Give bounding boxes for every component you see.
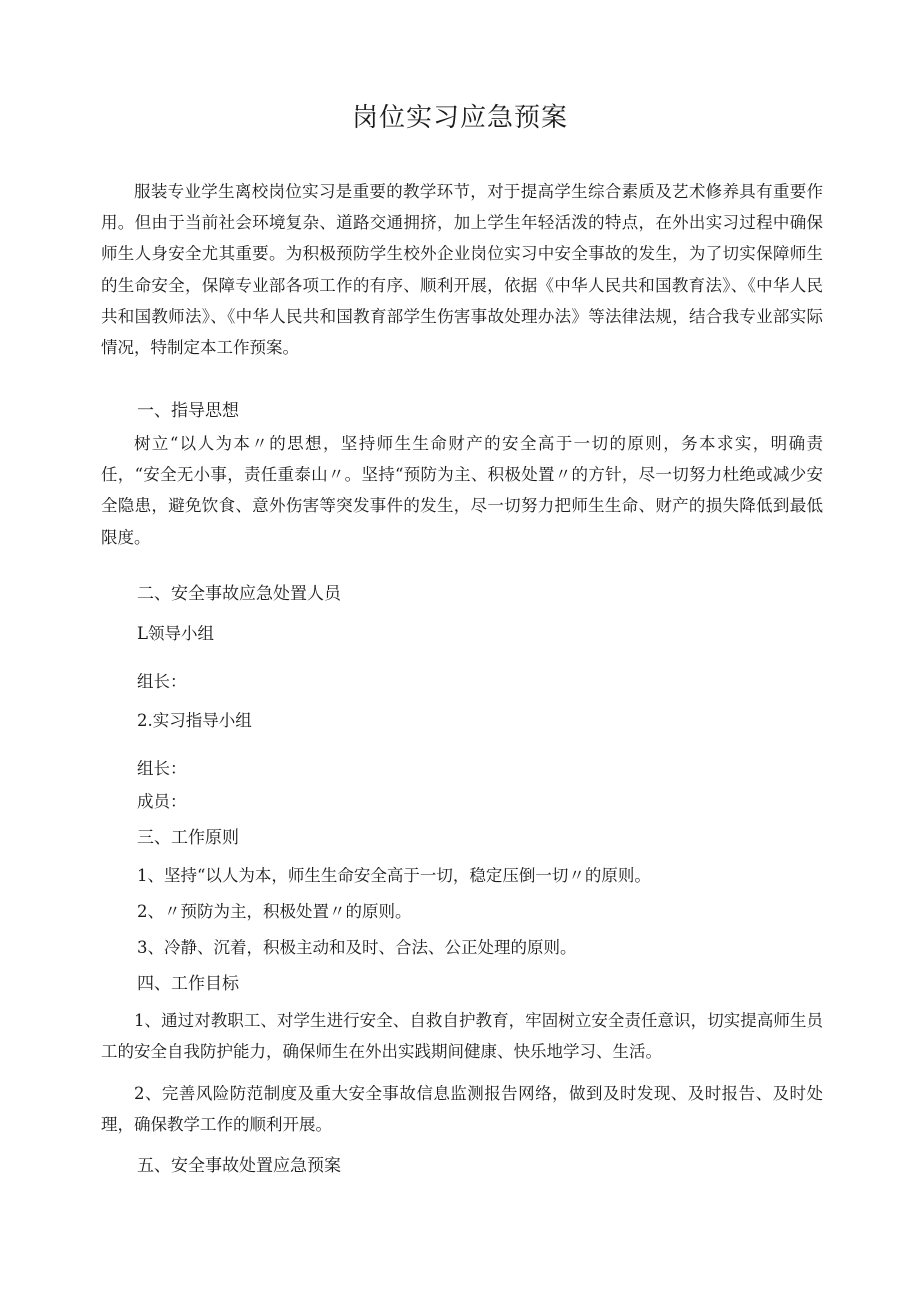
leadership-group-label: L领导小组 [137, 624, 214, 643]
guidance-group-members: 成员： [137, 792, 187, 811]
section-heading-emergency-plan: 五、安全事故处置应急预案 [137, 1156, 341, 1176]
goal-item: 1、通过对教职工、对学生进行安全、自救自护教育，牢固树立安全责任意识，切实提高师生员工的安全自我防护能力，确保师生在外出实践期间健康、快乐地学习、生活。 [101, 1011, 823, 1062]
principle-item: 3、冷静、沉着，积极主动和及时、合法、公正处理的原则。 [137, 938, 577, 957]
guidance-group-label: 2.实习指导小组 [137, 711, 252, 730]
guidance-group-leader: 组长： [137, 759, 187, 778]
goal-item: 2、完善风险防范制度及重大安全事故信息监测报告网络，做到及时发现、及时报告、及时处理，确保教学工作的顺利开展。 [101, 1084, 823, 1135]
section-heading-work-goals: 四、工作目标 [137, 974, 239, 994]
section-heading-work-principles: 三、工作原则 [137, 828, 239, 848]
leadership-group-leader: 组长： [137, 672, 187, 691]
intro-paragraph: 服装专业学生离校岗位实习是重要的教学环节，对于提高学生综合素质及艺术修养具有重要作用。但由于当前社会环境复杂、道路交通拥挤，加上学生年轻活泼的特点，在外出实习过程中确保师生人身安全尤其重要。为积极预防学生校外企业岗位实习中安全事故的发生，为了切实保障师生的生命安全，保障专业部各项工作的有序、顺利开展，依据《中华人民共和国教育法》、《中华人民共和国教师法》、《中华人民共和国教育部学生伤害事故处理办法》等法律法规，结合我专业部实际情况，特制定本工作预案。 [101, 182, 823, 358]
principle-item: 2、〃预防为主，积极处置〃的原则。 [137, 902, 412, 921]
section-heading-guiding-ideology: 一、指导思想 [137, 401, 239, 421]
principle-item: 1、坚持“以人为本，师生生命安全高于一切，稳定压倒一切〃的原则。 [137, 866, 651, 885]
document-title: 岗位实习应急预案 [351, 103, 568, 133]
section-heading-emergency-personnel: 二、安全事故应急处置人员 [137, 584, 341, 604]
guiding-ideology-paragraph: 树立“以人为本〃的思想，坚持师生生命财产的安全高于一切的原则，务本求实，明确责任，“安全无小事，责任重泰山〃。坚持“预防为主、积极处置〃的方针，尽一切努力杜绝或减少安全隐患，避免饮食、意外伤害等突发事件的发生，尽一切努力把师生生命、财产的损失降低到最低限度。 [101, 434, 823, 547]
